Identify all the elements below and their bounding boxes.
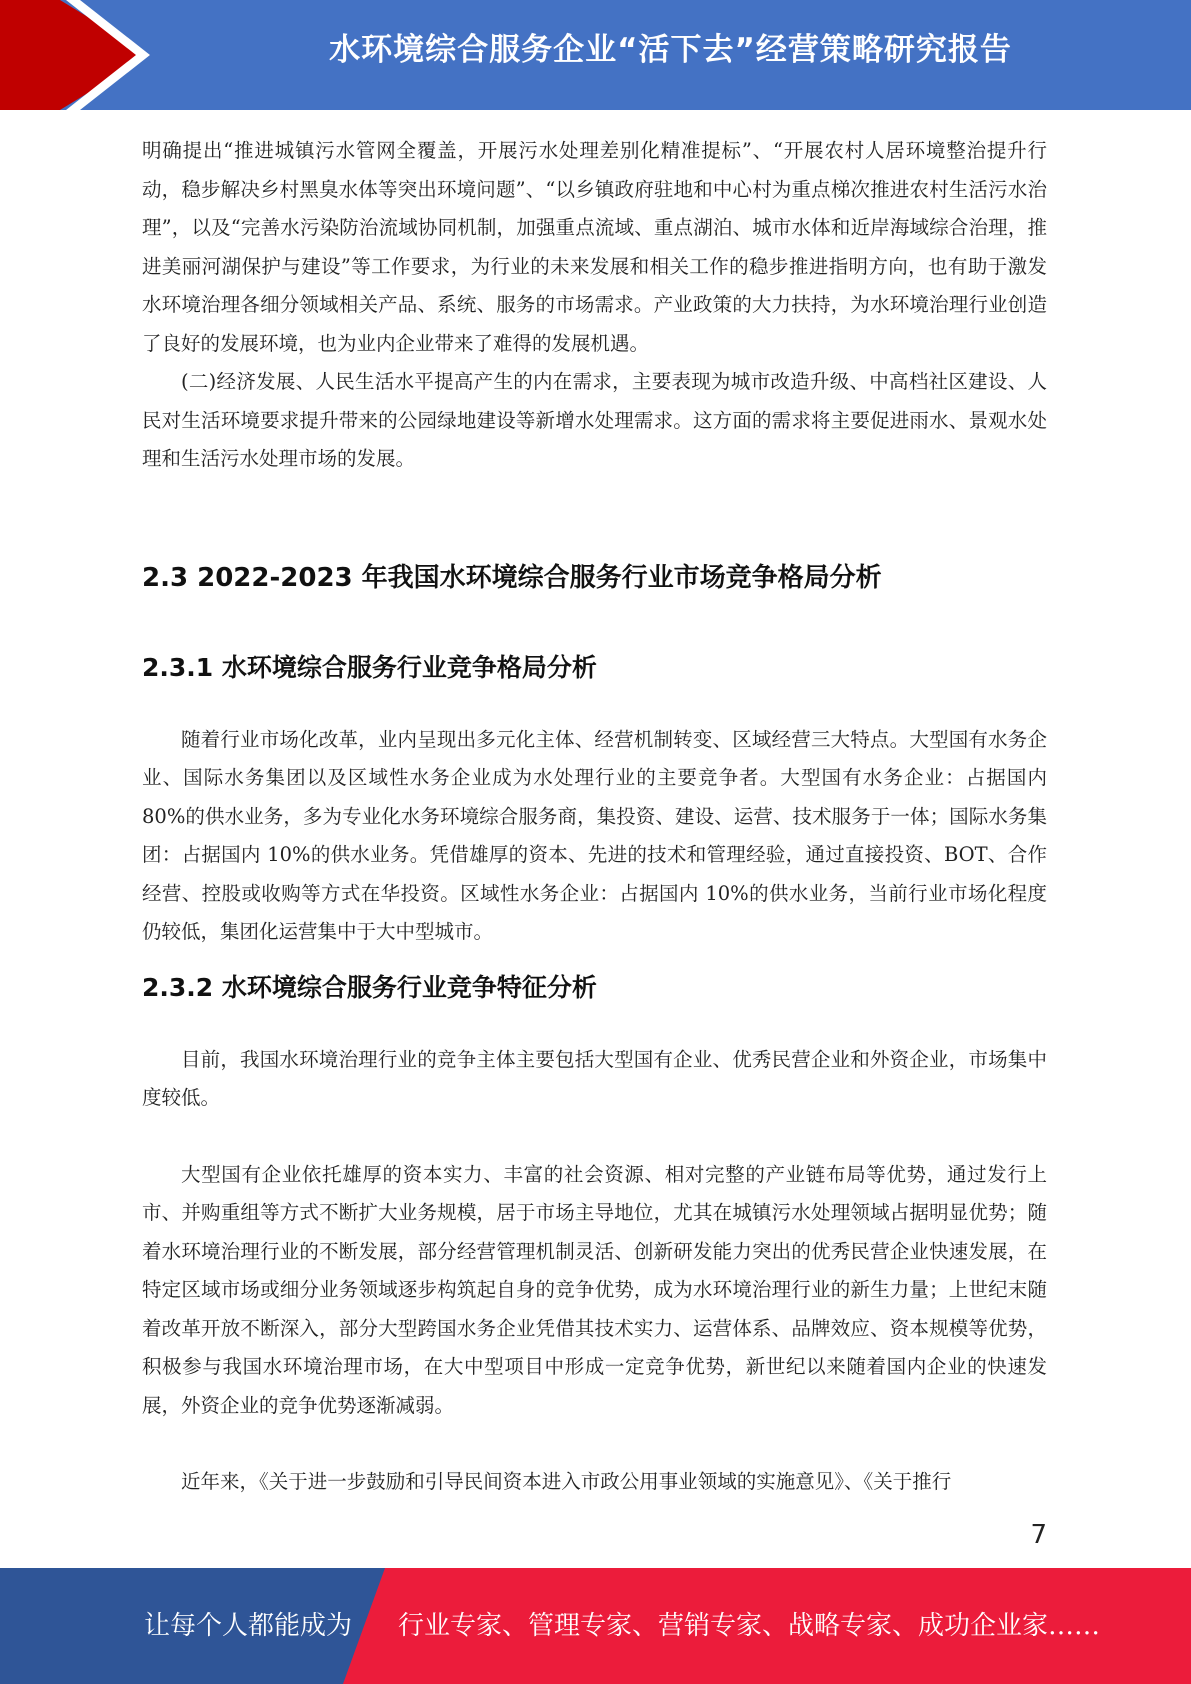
document-body	[142, 132, 1047, 1502]
page-footer	[0, 1568, 1191, 1684]
page-header	[0, 0, 1191, 110]
section-heading-2-3-1: 2.3.1 水环境综合服务行业竞争格局分析	[142, 652, 597, 682]
section-heading-2-3: 2.3 2022-2023 年我国水环境综合服务行业市场竞争格局分析	[142, 562, 882, 593]
header-arrow-icon	[0, 0, 160, 110]
footer-slogan-right: 行业专家、管理专家、营销专家、战略专家、成功企业家……	[398, 1611, 1101, 1641]
paragraph-recent-policies: 近年来，《关于进一步鼓励和引导民间资本进入市政公用事业领域的实施意见》、《关于推行	[181, 1470, 952, 1493]
paragraph-competition-landscape: 随着行业市场化改革，业内呈现出多元化主体、经营机制转变、区域经营三大特点。大型国有水务企业、国际水务集团以及区域性水务企业成为水处理行业的主要竞争者。大型国有水务企业：占据国内 80%的供水业务，多为专业化水务环境综合服务商，集投资、建设、运营、技术服务于一体；国际水务集团：占据国内 10%的供水业务。凭借雄厚的资本、先进的技术和管理经验，通过直接投资、BOT、合作经营、控股或收购等方式在华投资。区域性水务企业：占据国内 10%的供水业务，当前行业市场化程度仍较低，集团化运营集中于大中型城市。	[142, 727, 1047, 943]
paragraph-policy-continued: 明确提出“推进城镇污水管网全覆盖，开展污水处理差别化精准提标”、“开展农村人居环境整治提升行动，稳步解决乡村黑臭水体等突出环境问题”、“以乡镇政府驻地和中心村为重点梯次推进农村生活污水治理”，以及“完善水污染防治流域协同机制，加强重点流域、重点湖泊、城市水体和近岸海域综合治理，推进美丽河湖保护与建设”等工作要求，为行业的未来发展和相关工作的稳步推进指明方向，也有助于激发水环境治理各细分领域相关产品、系统、服务的市场需求。产业政策的大力扶持，为水环境治理行业创造了良好的发展环境，也为业内企业带来了难得的发展机遇。	[142, 139, 1047, 355]
header-red-arrow	[0, 0, 150, 110]
footer-slogan-left: 让每个人都能成为	[144, 1611, 353, 1641]
page-number: 7	[1030, 1520, 1047, 1550]
paragraph-competition-subjects: 目前，我国水环境治理行业的竞争主体主要包括大型国有企业、优秀民营企业和外资企业，市场集中度较低。	[142, 1047, 1047, 1109]
section-heading-2-3-2: 2.3.2 水环境综合服务行业竞争特征分析	[142, 972, 597, 1002]
paragraph-economic-demand: (二)经济发展、人民生活水平提高产生的内在需求，主要表现为城市改造升级、中高档社区建设、人民对生活环境要求提升带来的公园绿地建设等新增水处理需求。这方面的需求将主要促进雨水、景观水处理和生活污水处理市场的发展。	[142, 370, 1047, 470]
header-title: 水环境综合服务企业“活下去”经营策略研究报告	[329, 32, 1012, 68]
paragraph-competition-features: 大型国有企业依托雄厚的资本实力、丰富的社会资源、相对完整的产业链布局等优势，通过发行上市、并购重组等方式不断扩大业务规模，居于市场主导地位，尤其在城镇污水处理领域占据明显优势；随着水环境治理行业的不断发展，部分经营管理机制灵活、创新研发能力突出的优秀民营企业快速发展，在特定区域市场或细分业务领域逐步构筑起自身的竞争优势，成为水环境治理行业的新生力量；上世纪末随着改革开放不断深入，部分大型跨国水务企业凭借其技术实力、运营体系、品牌效应、资本规模等优势，积极参与我国水环境治理市场，在大中型项目中形成一定竞争优势，新世纪以来随着国内企业的快速发展，外资企业的竞争优势逐渐减弱。	[142, 1162, 1047, 1417]
